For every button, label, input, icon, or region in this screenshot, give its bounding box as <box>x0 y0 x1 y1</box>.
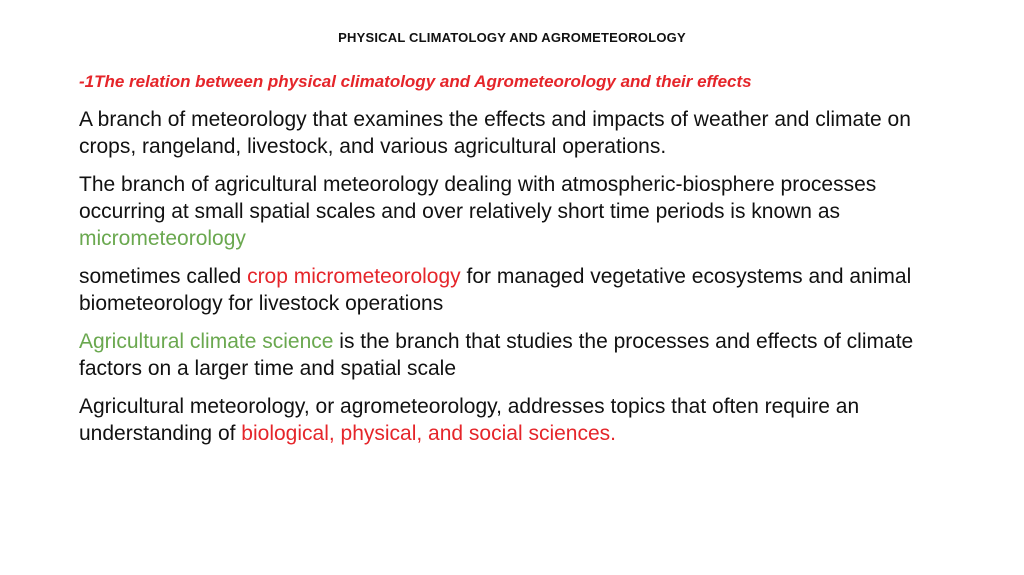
paragraph-text: is the branch that studies the processes and effects of climate factors on a larger time and spatial scale <box>79 330 914 380</box>
paragraph-crop-micrometeorology <box>79 263 959 317</box>
paragraph-agrometeorology <box>79 393 959 447</box>
paragraph-micrometeorology <box>79 171 959 252</box>
paragraph-text: A branch of meteorology that examines the effects and impacts of weather and climate on crops, rangeland, livestock, and various agricultural operations. <box>79 108 911 158</box>
paragraph-text: sometimes called <box>79 265 248 288</box>
slide-body <box>79 106 959 458</box>
highlight-micrometeorology: micrometeorology <box>79 227 246 250</box>
paragraph-climate-science <box>79 328 959 382</box>
highlight-agricultural-climate-science: Agricultural climate science <box>79 330 334 353</box>
highlight-sciences: biological, physical, and social sciences. <box>241 422 616 445</box>
slide-subtitle: -1The relation between physical climatology and Agrometeorology and their effects <box>79 72 752 91</box>
highlight-crop-micrometeorology: crop micrometeorology <box>247 265 461 288</box>
paragraph-text: The branch of agricultural meteorology dealing with atmospheric-biosphere processes occurring at small spatial scales and over relatively short time periods is known as <box>79 173 877 223</box>
paragraph-text: Agricultural meteorology, or agrometeorology, addresses topics that often require an understanding of <box>79 395 860 445</box>
paragraph-text: for managed vegetative ecosystems and animal biometeorology for livestock operations <box>79 265 912 315</box>
paragraph-definition <box>79 106 959 160</box>
slide-title: PHYSICAL CLIMATOLOGY AND AGROMETEOROLOGY <box>338 30 686 45</box>
